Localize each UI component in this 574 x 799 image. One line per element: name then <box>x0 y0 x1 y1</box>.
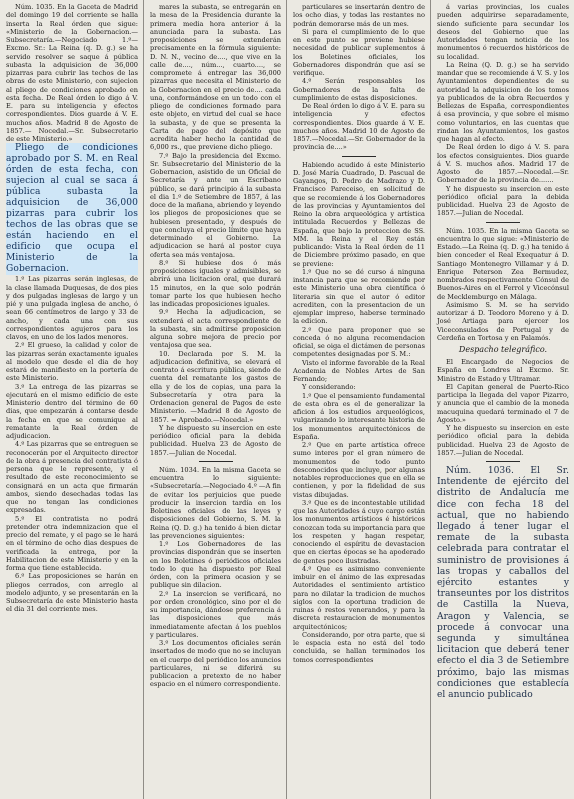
provision-4: 4.º Serán responsables los Gobernadores de la falta de cumplimiento de estas disposiciones. <box>293 77 425 102</box>
insertion-notice-2: Y he dispuesto su insercion en este periódico oficial para la debida publicidad. Huelva 23 de Agosto de 1857.—Julian de Nocedal. <box>437 184 569 218</box>
condition-3: 3.º La entrega de las pizarras se ejecutará en el mismo edificio de este Ministerio dentro del término de 60 dias, que empezarán á contarse desde la fecha en que se comunique al rematante la Real órden de adjudicacion. <box>6 382 138 440</box>
considering-4: 4.º Que es asimismo conveniente imbuir en el ánimo de las expresadas Autoridades el sentimiento artístico para no dilatar la tradicion de muchos siglos con la oportuna tradicion de ruinas ó restos venerandos, y para la discreta restauracion de monumentos arquitectónicos; <box>293 564 425 631</box>
considering-3: 3.º Que es de incontestable utilidad que las Autoridades á cuyo cargo están los monumentos artísticos é históricos conozcan toda su importancia para que los respeten y hagan respetar, conociendo el espíritu de devastacion que en ciertas épocas se ha apoderado de gentes poco ilustradas. <box>293 498 425 565</box>
tender-conditions-heading: Pliego de condiciones aprobado por S. M. en Real órden de esta fecha, con sujecion al cual se saca á pública subasta la adquisicion de 36,000 pizarras para cubrir los techos de las obras que se están haciendo en el edificio que ocupa el Ministerio de la Gobernacion. <box>6 143 138 275</box>
provision-2: 2.º La insercion se verificará, no por orden cronológico, sino por el de su importancia, dándose preferencia á las disposiciones que más inmediatamente afectan á los pueblos y particulares. <box>150 589 281 639</box>
provision-1: 1.º Los Gobernadores de las provincias dispondrán que se inserten en los Boletines ó periódicos oficiales todo lo que ha dispuesto por Real órden, con la primera ocasion y se publique sin dilacion. <box>150 540 281 590</box>
divider-rule <box>199 461 233 462</box>
divider-rule <box>486 461 520 462</box>
condition-9: 9.º Hecha la adjudicacion, se extenderá el acta correspondiente de la subasta, sin admitirse proposicion alguna sobre mejora de precio por ventajosa que sea. <box>150 308 281 350</box>
insertion-notice: Y he dispuesto su insercion en este periódico oficial para la debida publicidad. Huelva 23 de Agosto de 1857.—Julian de Nocedal. <box>150 423 281 457</box>
queen-recommendation: La Reina (Q. D. g.) se ha servido mandar que se recomiende á V. S. y los Ayuntamientos dependientes de su autoridad la adquisicion de los tomos ya publicados de la obra Recuerdos y Bellezas de España, correspondientes á esa provincia, y que sobre el mismo como voluntarios, en las cuentas que rindan los Ayuntamientos, los gastos que hagan al efecto. <box>437 60 569 143</box>
column-1 <box>0 0 143 799</box>
considering-2: 2.º Que en parte artística ofrece sumo interes por el gran número de monumentos de todo punto desconocidos que incluye, por algunas notables reproducciones que en ella se contienen, y por la fidelidad de sus vistas dibujadas. <box>293 441 425 499</box>
royal-order-closing: De Real órden lo digo á V. E. para su inteligencia y efectos correspondientes. Dios guarde á V. E. muchos años. Madrid 10 de Agosto de 1857.—Nocedal.—Sr. Gobernador de la provincia de....» <box>293 102 425 152</box>
proposal-formula: mares la subasta, se entregarán en la mesa de la Presidencia durante la primera media hora anterior á la anunciada para la subasta. Las proposiciones se extenderán precisamente en la fórmula siguiente: D. N. N., vecino de...., que vive en la calle de...., núm..., cuarto...., se compromete á entregar las 36,000 pizarras que necesita el Ministerio de la Gobernacion en el precio de.... cada una, conformándose en un todo con el pliego de condiciones formado para este objeto, en virtud del cual se hace la subasta, y de que se presenta la Carta de pago del depósito que acredita haber hecho la cantidad de 6,000 rs., que previene dicho pliego. <box>150 3 281 152</box>
article-1036-intendente: Núm. 1036. El Sr. Intendente de ejército del distrito de Andalucía me dice con fecha 18 del actual, que no habiendo llegado á tener lugar el remate de la subasta celebrada para contratar el suministro de provisiones á las tropas y caballos del ejército estantes y transeuntes por los distritos de Castilla la Nueva, Aragon y Valencia, se procede á convocar una segunda y simultánea licitacion que deberá tener efecto el dia 3 de Setiembre próximo, bajo las mismas condiciones que establecía el anuncio publicado <box>437 466 569 701</box>
recuerdos-continuation: á varias provincias, los cuales pueden adquirirse separadamente, siendo suficiente para secundar los deseos del Gobierno que las Autoridades tengan noticia de los monumentos ó recuerdos históricos de su localidad. <box>437 3 569 61</box>
dispatch-sender: El Encargado de Negocios de España en Londres al Excmo. Sr. Ministro de Estado y Ultramar. <box>437 358 569 383</box>
recuerdos-point-1: 1.º Que no se dé curso á ninguna instancia para que se recomiende por este Ministerio una obra científica ó literaria sin que el autor ó editor acrediten, con la presentacion de un ejemplar impreso, haberse terminado la edicion. <box>293 267 425 326</box>
column-4 <box>430 0 574 799</box>
insertion-notice-3: Y he dispuesto su insercion en este periódico oficial para la debida publicidad. Huelva 23 de Agosto de 1857.—Julian de Nocedal. <box>437 424 569 457</box>
column-2 <box>143 0 286 799</box>
vice-consulates: Asimismo S. M. se ha servido autorizar á D. Teodoro Moreno y á D. José Artiaga para ejercer los Viceconsulados de Portugal y de Cerdeña en Tortosa y en Palamós. <box>437 300 569 342</box>
divider-rule <box>486 222 520 223</box>
condition-6: 6.º Las proposiciones se harán en pliegos cerrados, con arreglo al modelo adjunto, y se presentarán en la Subsecretaría de este Ministerio hasta el dia 31 del corriente mes. <box>6 572 138 614</box>
considering-1: 1.º Que el pensamiento fundamental de esta obra es el de generalizar la aficion á los estudios arqueológicos, vulgarizando lo interesante historia de los monumentos arquitectónicos de España. <box>293 391 425 441</box>
condition-10: 10. Declarada por S. M. la adjudicacion definitiva, se elevará el contrato á escritura pública, siendo de cuenta del rematante los gastos de ella y de los de copias, una para la Subsecretaría y otra para la Ordenacion general de Pagos de este Ministerio. —Madrid 8 de Agosto de 1857. = Aprobado.—Nocedal.» <box>150 349 281 424</box>
provision-3: 3.º Los documentos oficiales serán insertados de modo que no se incluyan en el cuerpo del periódico los anuncios particulares, ni se diferirá su publicacion a pretexto de no haber espacio en el número correspondiente. <box>150 639 281 689</box>
condition-7: 7.º Bajo la presidencia del Excmo. Sr. Subsecretario del Ministerio de la Gobernacion, asistido de un Oficial de Secretaría y ante un Escribano público, se dará principio á la subasta el dia 1.º de Setiembre de 1857, á las doce de la mañana, abriendo y leyendo los pliegos de proposiciones que se hubiesen presentado, y después de que concluya el precio límite que haya determinado el Gobierno. La adjudicacion se hará al postor cuya oferta sea más ventajosa. <box>150 151 281 259</box>
divider-rule <box>342 156 376 157</box>
condition-1: 1.º Las pizarras serán inglesas, de la clase llamada Duquesas, de dos pies y dos pulgadas inglesas de largo y un pié y una pulgada inglesa de ancho, ó sean 66 centímetros de largo y 33 de ancho, y cada una con sus correspondientes agujeros para los clavos, en uno de los lados menores. <box>6 275 138 341</box>
article-1035-intro: Núm. 1035. En la Gaceta de Madrid del domingo 19 del corriente se halla inserta la Real órden que sigue: «Ministerio de la Gobernacion.— Subsecretaría.—Negociado 1.º—Excmo. Sr.: La Reina (q. D. g.) se ha servido resolver se saque á pública subasta la adquisicion de 36,000 pizarras para cubrir las techos de las obras de este Ministerio, con sujecion al pliego de condiciones aprobado en esta fecha. De Real órden lo digo á V. E. para su inteligencia y efectos correspondientes. Dios guarde á V. E. muchos años. Madrid 8 de Agosto de 1857.— Nocedal.—Sr. Subsecretario de este Ministerio.» <box>6 3 138 143</box>
column-3 <box>286 0 430 799</box>
condition-5: 5.º El contratista no podrá pretender otra indemnizacion que el precio del remate, y el pago se le hará en el término de ocho dias despues de verificada la entrega, por la Habilitacion de este Ministerio y en la forma que tiene establecida. <box>6 514 138 572</box>
royal-order-closing-2: De Real órden lo digo á V. S. para los efectos consiguientes. Dios guarde á V. S. muchos años. Madrid 17 de Agosto de 1857.—Nocedal.—Sr. Gobernador de la provincia de....... <box>437 143 569 185</box>
considering-5: Considerando, por otra parte, que si le espacia esta no está del todo concluida, se hallan terminados los tomos correspondientes <box>293 630 425 664</box>
supplement-note: Si para el cumplimiento de lo que en este punto se previene hubiese necesidad de publicar suplementos á los Boletines oficiales, los Gobernadores dispondrán que así se verifique. <box>293 27 425 77</box>
telegraphic-dispatch-heading: Despacho telegráfico. <box>458 345 548 354</box>
condition-4: 4.º Las pizarras que se entreguen se reconocerán por el Arquitecto director de la obra á presencia del contratista ó persona que le represente, y el resultado de este reconocimiento se consignará en un acta que firmarán ambos, siendo desechadas todas las que no tengan las condiciones expresadas. <box>6 440 138 515</box>
condition-2: 2.º El grueso, la calidad y color de las pizarras serán exactamente iguales al modelo que desde el dia de hoy estará de manifiesto en la portería de este Ministerio. <box>6 341 138 383</box>
recuerdos-intro: Habiendo acudido á este Ministerio D. José María Cuadrado, D. Pascual de Gayangos, D. Pedro de Madrazo y D. Francisco Pareceiso, en solicitud de que se recomiende á los Gobernadores de las provincias y Ayuntamientos del Reino la obra arqueológica y artística intitulada Recuerdos y Bellezas de España, que bajo la proteccion de SS. MM. la Reina y el Rey están publicando: Vista la Real órden de 11 de Diciembre próximo pasado, en que se previene: <box>293 160 425 268</box>
article-1034-intro: Núm. 1034. En la misma Gaceta se encuentra lo siguiente: «Subsecretaría.—Negociado 4.º —A fin de evitar los perjuicios que puede producir la insercion tardía en los Boletines oficiales de las leyes y disposiciones del Gobierno, S. M. la Reina (Q. D. g.) ha tenido á bien dictar las prevenciones siguientes: <box>150 465 281 540</box>
considering-heading: Y considerando: <box>302 383 356 392</box>
condition-8: 8.º Si hubiese dos ó más proposiciones iguales y admisibles, se abrirá una licitacion oral, que durará 15 minutos, en la que solo podrán tomar parte los que hubiesen hecho las indicadas proposiciones iguales. <box>150 258 281 308</box>
article-1035-consuls: Núm. 1035. En la misma Gaceta se encuentra lo que sigue: «Ministerio de Estado.—La Reina (q. D. g.) ha tenido á bien conceder el Real Exequatur á D. Santiago Montenegro Villamar y á D. Enrique Peterson Zea Bermudez, nombrados respectivamente Cónsul de Buenos-Aires en el Ferrol y Vicecónsul de Mecklemburgo en Málaga. <box>437 226 569 301</box>
dispatch-body: El Capitan general de Puerto-Rico participa la llegada del vapor Pizarro, y anuncia que el cambio de la moneda macuquina quedará terminado el 7 de Agosto.» <box>437 382 569 424</box>
recuerdos-point-2: 2.º Que para proponer que se conceda ó no alguna recomendacion oficial, se oiga el dictámen de personas competentes designadas por S. M.: <box>293 325 425 359</box>
provision-continuation: particulares se insertarán dentro de los ocho dias, y todas las restantes no podrán demorarse más de un mes. <box>293 3 425 28</box>
academy-report: Visto el informe favorable de la Real Academia de Nobles Artes de San Fernando; <box>293 358 425 383</box>
